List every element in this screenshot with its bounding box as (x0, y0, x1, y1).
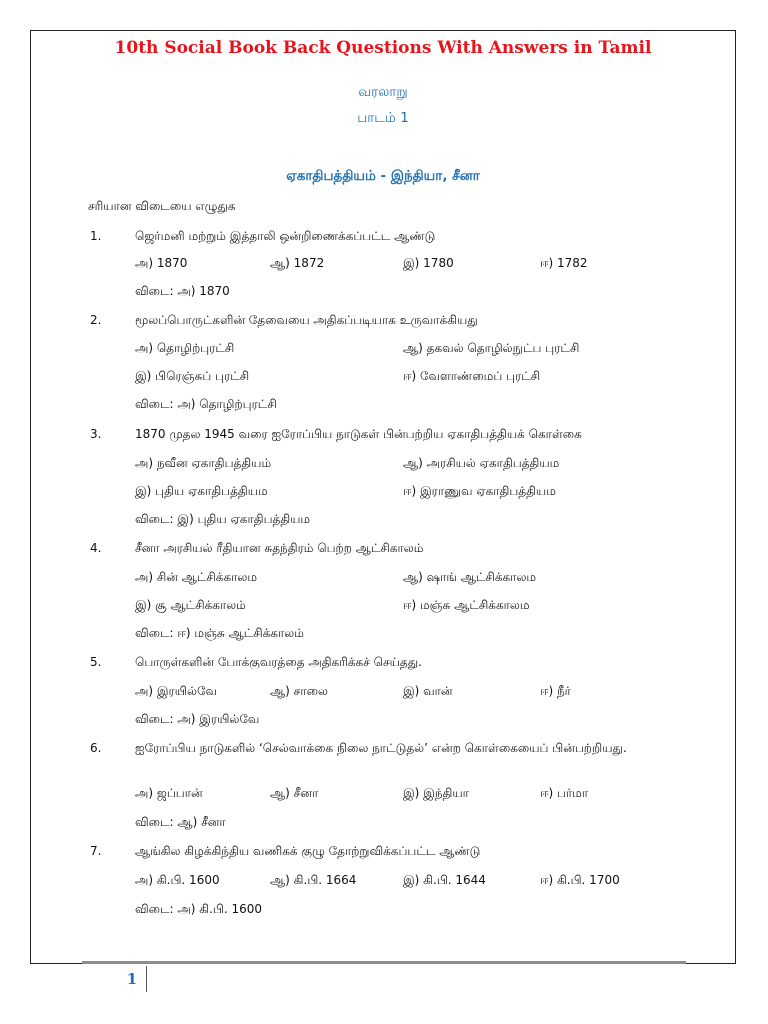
question-text: ஜெர்மனி மற்றும் இத்தாலி ஒன்றிணைக்கப்பட்ட ஆண்டு (135, 229, 436, 243)
option: அ) 1870 (135, 256, 188, 270)
option: ஆ) தகவல் தொழில்நுட்ப புரட்சி (403, 341, 580, 355)
question-text: ஆங்கில கிழக்கிந்திய வணிகக் குழு தோற்றுவிக்கப்பட்ட ஆண்டு (135, 844, 481, 858)
question-text: 1870 முதல 1945 வரை ஐரோப்பிய நாடுகள் பின்பற்றிய ஏகாதிபத்தியக் கொள்கை (135, 427, 582, 441)
answer: விடை: ஆ) சீனா (135, 815, 226, 829)
instruction-text: சரியான விடையை எழுதுக (88, 199, 236, 213)
option: இ) புதிய ஏகாதிபத்தியம (135, 484, 268, 498)
question-text: மூலப்பொருட்களின் தேவையை அதிகப்படியாக உருவாக்கியது (135, 313, 478, 327)
footer-rule (82, 961, 686, 964)
option: ஆ) ஷாங் ஆட்சிக்காலம (403, 570, 537, 584)
lesson-heading: பாடம் 1 (357, 110, 409, 126)
option: இ) 1780 (403, 256, 454, 270)
option: ஈ) பர்மா (540, 786, 589, 800)
question-text: சீனா அரசியல் ரீதியான சுதந்திரம் பெற்ற ஆட்சிகாலம் (135, 541, 424, 555)
document-title: 10th Social Book Back Questions With Answers in Tamil (114, 38, 652, 58)
option: இ) கி.பி. 1644 (403, 873, 486, 887)
question-text: பொருள்களின் போக்குவரத்தை அதிகரிக்கச் செய்தது. (135, 655, 422, 669)
option: ஈ) இராணுவ ஏகாதிபத்தியம (403, 484, 556, 498)
question-number: 3. (90, 427, 102, 441)
option: இ) பிரெஞ்சுப் புரட்சி (135, 369, 250, 383)
option: ஈ) 1782 (540, 256, 588, 270)
question-number: 4. (90, 541, 102, 555)
option: அ) தொழிற்புரட்சி (135, 341, 235, 355)
option: அ) இரயில்வே (135, 684, 217, 698)
question-number: 1. (90, 229, 102, 243)
question-number: 5. (90, 655, 102, 669)
option: ஆ) கி.பி. 1664 (270, 873, 357, 887)
option: அ) நவீன ஏகாதிபத்தியம் (135, 456, 272, 470)
option: ஈ) நீர் (540, 684, 571, 698)
chapter-heading: ஏகாதிபத்தியம் - இந்தியா, சீனா (286, 168, 480, 184)
option: ஆ) அரசியல் ஏகாதிபத்தியம (403, 456, 560, 470)
answer: விடை: அ) 1870 (135, 284, 230, 298)
option: அ) சின் ஆட்சிக்காலம (135, 570, 258, 584)
option: இ) சூ ஆட்சிக்காலம் (135, 598, 246, 612)
question-text: ஐரோப்பிய நாடுகளில் ‘செல்வாக்கை நிலை நாட்டுதல்’ என்ற கொள்கையைப் பின்பற்றியது. (135, 741, 627, 755)
option: இ) வான் (403, 684, 453, 698)
answer: விடை: ஈ) மஞ்சு ஆட்சிக்காலம் (135, 626, 304, 640)
answer: விடை: அ) இரயில்வே (135, 712, 260, 726)
answer: விடை: அ) தொழிற்புரட்சி (135, 397, 277, 411)
question-number: 7. (90, 844, 102, 858)
option: ஆ) சீனா (270, 786, 319, 800)
option: அ) ஜப்பான் (135, 786, 203, 800)
page-number: 1 (126, 970, 138, 988)
answer: விடை: இ) புதிய ஏகாதிபத்தியம (135, 512, 311, 526)
option: அ) கி.பி. 1600 (135, 873, 220, 887)
option: ஆ) 1872 (270, 256, 325, 270)
option: ஈ) கி.பி. 1700 (540, 873, 620, 887)
option: ஆ) சாலை (270, 684, 328, 698)
answer: விடை: அ) கி.பி. 1600 (135, 902, 263, 916)
option: ஈ) மஞ்சு ஆட்சிக்காலம (403, 598, 530, 612)
option: ஈ) வேளாண்மைப் புரட்சி (403, 369, 541, 383)
subject-heading: வரலாறு (358, 84, 408, 100)
option: இ) இந்தியா (403, 786, 469, 800)
footer-separator (146, 966, 147, 992)
question-number: 2. (90, 313, 102, 327)
question-number: 6. (90, 741, 102, 755)
